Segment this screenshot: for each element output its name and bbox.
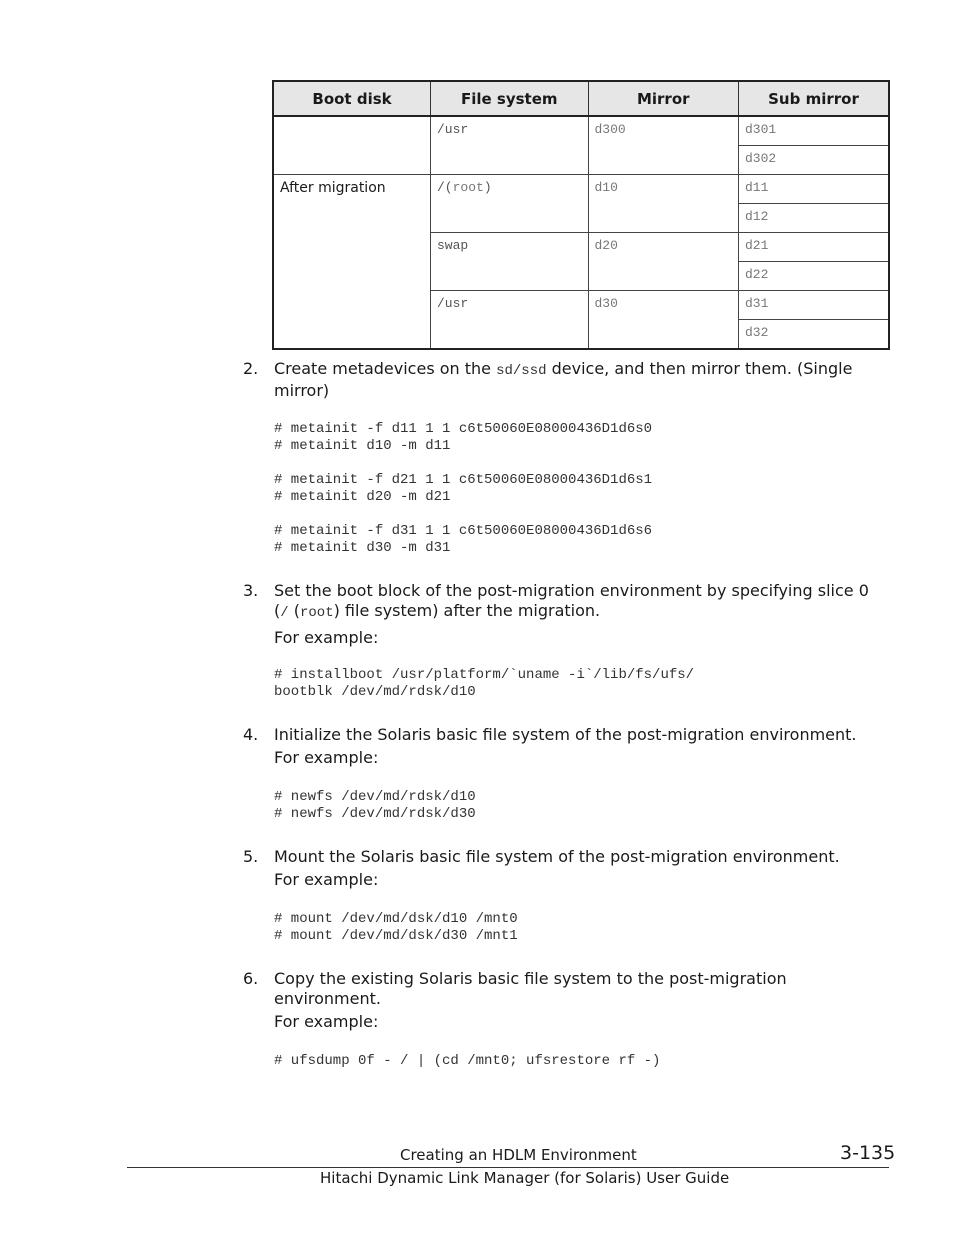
cell-mirror: d300 [588,116,738,175]
fs-root-mono: root [452,180,484,195]
example-label: For example: [274,748,379,767]
cell-sub-mirror: d31 [738,291,889,320]
cell-mirror: d20 [588,233,738,291]
step-text-mono: sd/ssd [496,363,547,379]
step-text-after: device, and then mirror them. (Single mirror) [274,359,853,400]
header-file-system: File system [431,81,589,116]
step-2 [243,359,893,401]
code-line: # newfs /dev/md/rdsk/d30 [274,806,476,822]
page-number: 3-135 [840,1142,896,1164]
code-block-step-6 [274,1053,660,1070]
step-text [274,359,893,401]
step-text: Initialize the Solaris basic file system of the post-migration environment. [274,725,857,744]
step-5 [243,847,893,890]
step-4 [243,725,893,768]
example-label: For example: [274,870,379,889]
mirror-config-table [272,80,890,350]
code-block-step-4 [274,789,476,823]
header-mirror: Mirror [588,81,738,116]
step-text-mono-slash: / [280,605,289,621]
footer-chapter-title: Creating an HDLM Environment [400,1146,637,1164]
table-header-row [273,81,889,116]
cell-fs: swap [431,233,589,291]
step-text-open: ( [274,601,281,620]
step-3 [243,581,893,648]
code-line: # newfs /dev/md/rdsk/d10 [274,789,476,805]
cell-boot-disk-empty [273,116,431,175]
example-label: For example: [274,628,379,647]
step-number: 2. [243,359,259,378]
code-line: # metainit -f d31 1 1 c6t50060E08000436D1d6s6 [274,523,653,539]
step-text-after: ) file system) after the migration. [333,601,601,620]
step-text: Mount the Solaris basic file system of the post-migration environment. [274,847,840,866]
step-number: 6. [243,969,259,988]
code-block-step-5 [274,911,518,945]
code-block-step-3 [274,667,694,701]
code-block-step-2 [274,421,652,557]
code-line: bootblk /dev/md/rdsk/d10 [274,684,476,700]
step-text: Copy the existing Solaris basic file system to the post-migration environment. [274,969,787,1008]
code-line-blank [274,506,652,523]
step-text-line1: Set the boot block of the post-migration environment by specifying slice 0 [274,581,869,600]
example-label: For example: [274,1012,379,1031]
step-number: 4. [243,725,259,744]
code-line: # metainit -f d21 1 1 c6t50060E08000436D1d6s1 [274,472,653,488]
code-line: # metainit d30 -m d31 [274,540,451,556]
cell-sub-mirror: d22 [738,262,889,291]
cell-sub-mirror: d12 [738,204,889,233]
header-sub-mirror: Sub mirror [738,81,889,116]
cell-sub-mirror: d21 [738,233,889,262]
code-line: # metainit -f d11 1 1 c6t50060E08000436D1d6s0 [274,421,653,437]
table-row [273,116,889,146]
step-text-mid: ( [288,601,300,620]
cell-sub-mirror: d32 [738,320,889,350]
code-line: # ufsdump 0f - / | (cd /mnt0; ufsrestore rf -) [274,1053,661,1069]
fs-root-prefix: /( [437,180,453,195]
step-text-before: Create metadevices on the [274,359,497,378]
step-6 [243,969,803,1032]
code-line: # mount /dev/md/dsk/d30 /mnt1 [274,928,518,944]
step-number: 3. [243,581,259,600]
step-text-mono-root: root [299,605,334,621]
step-number: 5. [243,847,259,866]
cell-fs-root [431,175,589,233]
code-line-blank [274,455,652,472]
cell-sub-mirror: d11 [738,175,889,204]
cell-boot-disk-after-migration: After migration [273,175,431,350]
cell-fs: /usr [431,116,589,175]
footer-divider [127,1167,889,1168]
code-line: # installboot /usr/platform/`uname -i`/lib/fs/ufs/ [274,667,695,683]
code-line: # mount /dev/md/dsk/d10 /mnt0 [274,911,518,927]
code-line: # metainit d10 -m d11 [274,438,451,454]
step-text [274,581,893,623]
cell-mirror: d30 [588,291,738,350]
table-row [273,175,889,204]
header-boot-disk: Boot disk [273,81,431,116]
step-text-line2 [274,601,893,623]
code-line: # metainit d20 -m d21 [274,489,451,505]
cell-sub-mirror: d301 [738,116,889,146]
cell-sub-mirror: d302 [738,146,889,175]
footer-guide-title: Hitachi Dynamic Link Manager (for Solaris) User Guide [320,1169,730,1187]
cell-fs: /usr [431,291,589,350]
fs-root-suffix: ) [483,180,492,195]
cell-mirror: d10 [588,175,738,233]
